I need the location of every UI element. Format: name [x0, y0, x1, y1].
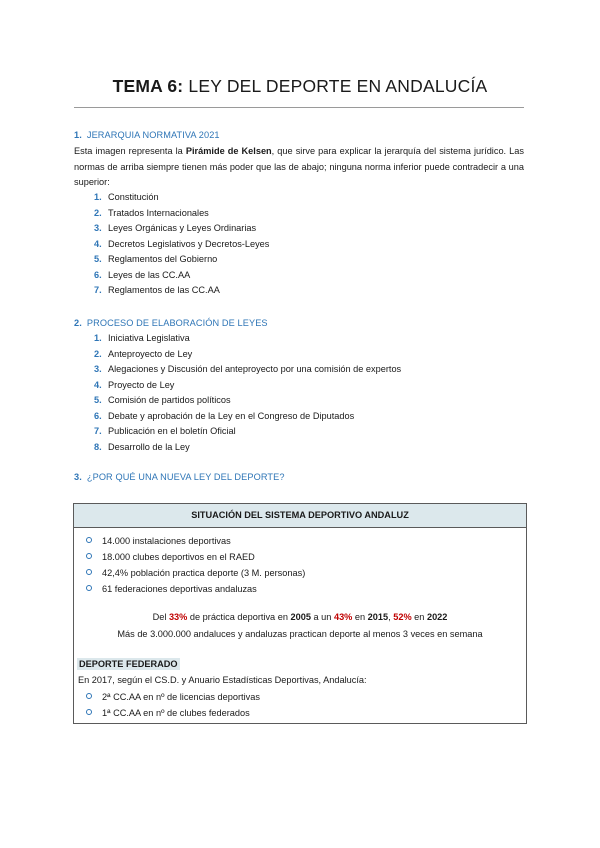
- list-number: 3.: [94, 223, 102, 233]
- hierarchy-list: [94, 190, 269, 299]
- list-item: [94, 206, 269, 222]
- page-title: [0, 76, 600, 97]
- list-item: [94, 283, 269, 299]
- stat-text: en: [411, 612, 427, 622]
- list-number: 7.: [94, 426, 102, 436]
- paragraph-text: , que sirve para explicar la jerarquía del sistema jurídico. Las normas de arriba siempre tienen más poder que las de abajo; ninguna norma inferior puede contradecir a una superior:: [74, 146, 524, 188]
- stat-text: ,: [388, 612, 394, 622]
- stat-text: de práctica deportiva en: [187, 612, 291, 622]
- list-text: Publicación en el boletín Oficial: [108, 426, 236, 436]
- list-text: Decretos Legislativos y Decretos-Leyes: [108, 238, 270, 249]
- list-text: 42,4% población practica deporte (3 M. personas): [102, 568, 306, 578]
- stat-value: 33%: [168, 612, 188, 622]
- list-item: [94, 190, 269, 206]
- list-item: [94, 268, 269, 284]
- practice-population-statistic: Más de 3.000.000 andaluces y andaluzas practican deporte al menos 3 veces en semana: [117, 629, 483, 639]
- list-item: [86, 705, 260, 721]
- paragraph-text: Esta imagen representa la: [74, 146, 186, 156]
- list-number: 3.: [94, 364, 102, 374]
- list-item: [86, 565, 305, 581]
- list-item: [94, 409, 401, 425]
- list-item: [94, 237, 269, 253]
- list-text: Desarrollo de la Ley: [108, 441, 190, 452]
- list-item: [94, 362, 401, 378]
- circle-bullet-icon: [86, 585, 92, 591]
- list-item: [86, 549, 305, 565]
- section-title: PROCESO DE ELABORACIÓN DE LEYES: [86, 318, 268, 328]
- list-item: [94, 331, 401, 347]
- list-text: Comisión de partidos políticos: [108, 395, 231, 405]
- federado-heading: DEPORTE FEDERADO: [79, 659, 178, 669]
- list-item: [86, 689, 260, 705]
- title-divider: [74, 107, 524, 108]
- list-item: [86, 581, 305, 597]
- section-heading-1: [74, 130, 220, 140]
- list-number: 4.: [94, 238, 102, 249]
- list-item: [94, 252, 269, 268]
- stat-text: en: [352, 612, 368, 622]
- list-number: 2.: [94, 207, 102, 218]
- box-header: SITUACIÓN DEL SISTEMA DEPORTIVO ANDALUZ: [74, 504, 526, 528]
- list-text: Anteproyecto de Ley: [108, 348, 193, 359]
- federado-intro: En 2017, según el CS.D. y Anuario Estadísticas Deportivas, Andalucía:: [78, 675, 367, 685]
- list-number: 7.: [94, 285, 102, 295]
- section-heading-3: [74, 472, 285, 482]
- federado-bullet-list: [86, 689, 260, 721]
- list-item: [94, 393, 401, 409]
- section-title: JERARQUIA NORMATIVA 2021: [86, 130, 220, 140]
- section-heading-2: [74, 318, 268, 328]
- list-text: Debate y aprobación de la Ley en el Congreso de Diputados: [108, 410, 355, 421]
- list-number: 8.: [94, 441, 102, 452]
- section-number: 1.: [74, 130, 82, 140]
- list-text: Tratados Internacionales: [108, 207, 209, 218]
- stat-text: Del: [152, 612, 169, 622]
- title-rest: LEY DEL DEPORTE EN ANDALUCÍA: [188, 76, 488, 96]
- stats-bullet-list: [86, 533, 305, 597]
- circle-bullet-icon: [86, 569, 92, 575]
- title-strong: TEMA 6:: [112, 76, 184, 96]
- process-list: [94, 331, 401, 455]
- circle-bullet-icon: [86, 709, 92, 715]
- section-title: ¿POR QUÉ UNA NUEVA LEY DEL DEPORTE?: [86, 472, 285, 482]
- stat-year: 2022: [426, 612, 448, 622]
- list-text: Leyes de las CC.AA: [108, 269, 191, 280]
- list-text: Constitución: [108, 192, 159, 202]
- practice-statistic: [74, 612, 526, 622]
- sports-system-box: [73, 503, 527, 724]
- list-number: 4.: [94, 379, 102, 390]
- circle-bullet-icon: [86, 537, 92, 543]
- circle-bullet-icon: [86, 553, 92, 559]
- list-item: [94, 440, 401, 456]
- list-item: [86, 533, 305, 549]
- stat-year: 2005: [290, 612, 311, 622]
- list-text: Leyes Orgánicas y Leyes Ordinarias: [108, 223, 257, 233]
- stat-value: 43%: [333, 612, 353, 622]
- list-text: Reglamentos del Gobierno: [108, 254, 218, 264]
- list-number: 2.: [94, 348, 102, 359]
- list-text: Proyecto de Ley: [108, 379, 175, 390]
- section-number: 3.: [74, 472, 82, 482]
- stat-year: 2015: [367, 612, 389, 622]
- list-text: 61 federaciones deportivas andaluzas: [102, 584, 257, 594]
- list-text: Reglamentos de las CC.AA: [108, 285, 220, 295]
- list-item: [94, 378, 401, 394]
- list-text: 1ª CC.AA en nº de clubes federados: [102, 708, 250, 718]
- list-number: 5.: [94, 395, 102, 405]
- stat-text: a un: [310, 612, 334, 622]
- section-1-paragraph: [74, 144, 524, 191]
- list-number: 5.: [94, 254, 102, 264]
- list-text: Alegaciones y Discusión del anteproyecto por una comisión de expertos: [108, 364, 402, 374]
- list-number: 1.: [94, 192, 102, 202]
- list-item: [94, 424, 401, 440]
- list-number: 1.: [94, 333, 102, 343]
- list-text: 18.000 clubes deportivos en el RAED: [102, 552, 255, 562]
- list-text: 2ª CC.AA en nº de licencias deportivas: [102, 692, 260, 702]
- stat-value: 52%: [393, 612, 412, 622]
- list-text: Iniciativa Legislativa: [108, 333, 190, 343]
- section-number: 2.: [74, 318, 82, 328]
- list-text: 14.000 instalaciones deportivas: [102, 536, 231, 546]
- paragraph-bold: Pirámide de Kelsen: [185, 146, 272, 156]
- circle-bullet-icon: [86, 693, 92, 699]
- list-item: [94, 221, 269, 237]
- list-number: 6.: [94, 410, 102, 421]
- list-item: [94, 347, 401, 363]
- list-number: 6.: [94, 269, 102, 280]
